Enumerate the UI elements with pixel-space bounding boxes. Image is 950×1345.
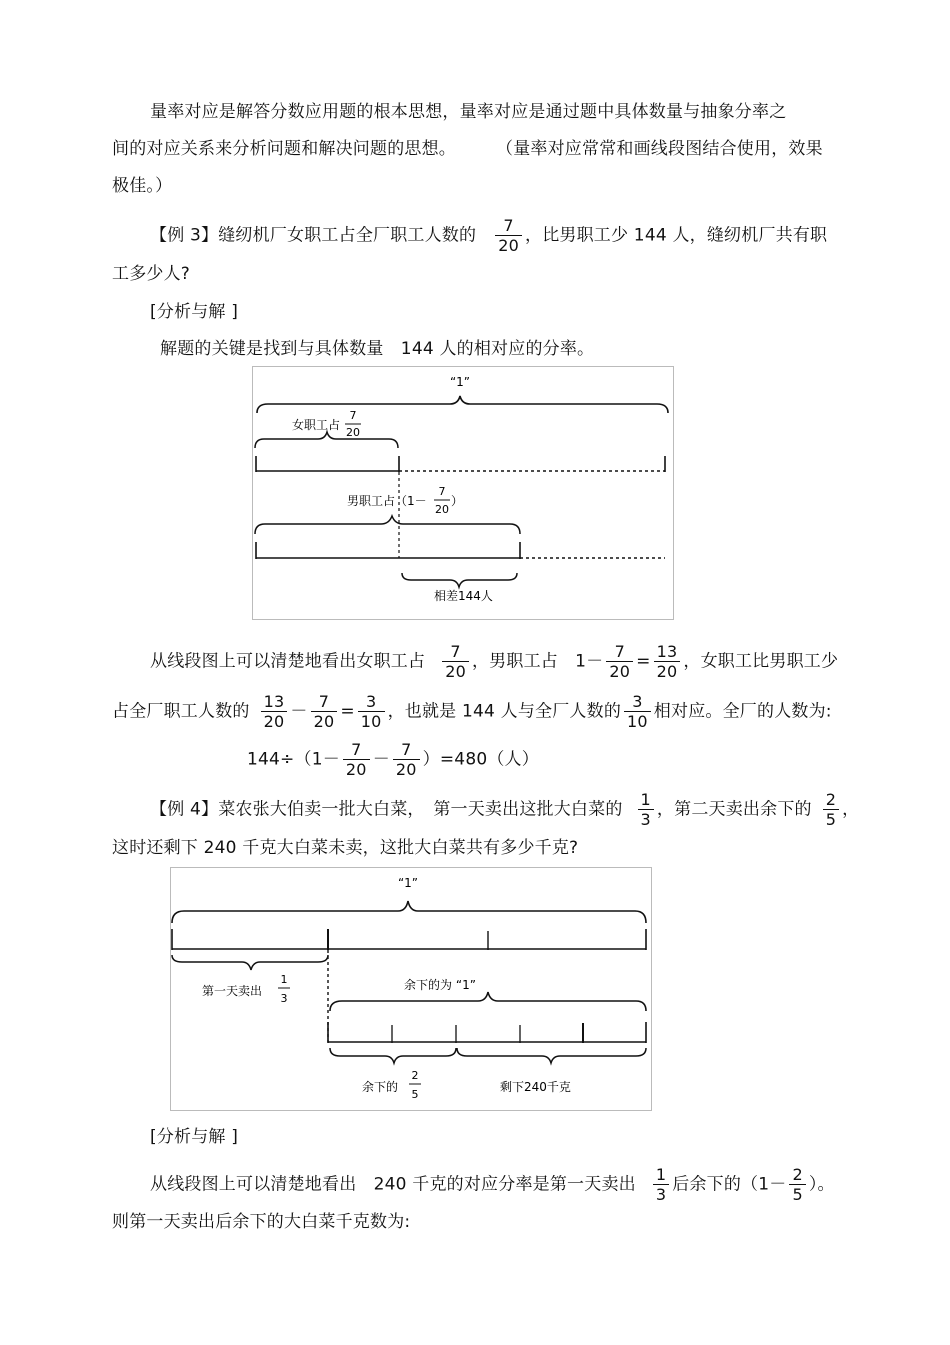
solution3-text-b: ，男职工占 1－: [471, 651, 604, 672]
solution4-text-c: ）。: [808, 1174, 835, 1195]
fraction-num: 2: [825, 790, 837, 809]
label-male-num: 7: [438, 485, 446, 498]
example3-analysis-heading: [分析与解 ]: [150, 302, 239, 322]
fraction-den: 20: [311, 711, 338, 731]
label-whole: “1”: [449, 375, 471, 389]
fraction-1-3: [638, 790, 654, 829]
fraction-den: 3: [653, 1184, 669, 1204]
label-day1-den: 3: [280, 992, 288, 1005]
solution4-line2: 则第一天卖出后余下的大白菜千克数为:: [112, 1212, 411, 1232]
fraction-den: 20: [393, 759, 420, 779]
solution3-line1: [150, 642, 838, 681]
label-female: 女职工占: [292, 418, 341, 432]
fraction-7-20-c: [311, 692, 338, 731]
example3-text-b: ，比男职工少 144 人，缝纫机厂共有职: [525, 225, 828, 246]
para1-line2: [112, 137, 823, 161]
fraction-num: 7: [318, 692, 330, 711]
fraction-7-20-e: [393, 740, 420, 779]
label-day1: 第一天卖出: [202, 984, 263, 998]
fraction-den: 10: [358, 711, 385, 731]
fraction-num: 13: [656, 642, 678, 661]
para1-line1: 量率对应是解答分数应用题的根本思想，量率对应是通过题中具体数量与抽象分率之: [150, 102, 787, 122]
fraction-num: 7: [450, 642, 461, 661]
fraction-den: 20: [343, 759, 370, 779]
label-diff: 相差144人: [434, 589, 493, 603]
label-male-close: ）: [451, 494, 464, 508]
fraction-den: 20: [495, 235, 522, 255]
fraction-num: 1: [655, 1165, 667, 1184]
fraction-7-20-d: [343, 740, 370, 779]
para1-line2b: （量率对应常常和画线段图结合使用，效果: [496, 139, 823, 159]
fraction-13-20-b: [261, 692, 288, 731]
fraction-num: 7: [351, 740, 362, 759]
label-female-num: 7: [349, 409, 357, 422]
fraction-den: 5: [789, 1184, 805, 1204]
label-remaining: 剩下240千克: [500, 1080, 571, 1094]
solution3-text-d: 占全厂职工人数的: [112, 701, 250, 722]
example3-key-idea: 解题的关键是找到与具体数量 144 人的相对应的分率。: [160, 339, 595, 359]
fraction-7-20: [495, 216, 522, 255]
example3-text-a: 【例 3】缝纫机厂女职工占全厂职工人数的: [150, 225, 477, 246]
fraction-1-3-b: [653, 1165, 669, 1204]
fraction-num: 2: [792, 1165, 803, 1184]
example4-text-c: ，: [842, 799, 860, 820]
label-day1-num: 1: [280, 973, 288, 986]
label-rest2-num: 2: [411, 1069, 419, 1082]
example3-question: [150, 216, 827, 255]
fraction-2-5: [823, 790, 839, 829]
example4-line2: 这时还剩下 240 千克大白菜未卖，这批大白菜共有多少千克?: [112, 838, 579, 858]
fraction-13-20: [654, 642, 681, 681]
fraction-den: 10: [624, 711, 651, 731]
line-segment-diagram-1: [252, 366, 674, 620]
fraction-num: 13: [263, 692, 285, 711]
solution4-line1: [150, 1165, 835, 1204]
label-rest2-den: 5: [411, 1088, 419, 1101]
equation-text-a: 144÷（1－: [247, 749, 340, 770]
example4-text-b: ，第二天卖出余下的: [656, 799, 812, 820]
fraction-num: 7: [401, 740, 412, 759]
label-male: 男职工占（1－: [347, 494, 427, 508]
fraction-3-10-b: [624, 692, 651, 731]
para1-line2a: 间的对应关系来分析问题和解决问题的思想。: [112, 139, 456, 159]
solution3-equation: [247, 740, 539, 779]
label-female-den: 20: [346, 426, 360, 439]
fraction-den: 20: [261, 711, 288, 731]
label-whole: “1”: [397, 876, 419, 890]
fraction-2-5-b: [789, 1165, 805, 1204]
fraction-7-20-b: [606, 642, 633, 681]
fraction-den: 5: [823, 809, 839, 829]
solution3-line2: [112, 692, 832, 731]
fraction-num: 7: [503, 216, 514, 235]
equation-text-b: ）=480（人）: [422, 749, 539, 770]
example4-text-a: 【例 4】菜农张大伯卖一批大白菜， 第一天卖出这批大白菜的: [150, 799, 623, 820]
fraction-den: 20: [606, 661, 633, 681]
fraction-num: 7: [614, 642, 625, 661]
solution3-text-c: ，女职工比男职工少: [683, 651, 839, 672]
fraction-num: 3: [632, 692, 643, 711]
label-rest-two-fifths: 余下的: [362, 1080, 399, 1094]
fraction-den: 3: [638, 809, 654, 829]
equals-sign: =: [636, 651, 651, 672]
fraction-3-10: [358, 692, 385, 731]
solution4-text-b: 后余下的（1－: [672, 1174, 787, 1195]
example4-question: [150, 790, 859, 829]
fraction-num: 1: [640, 790, 651, 809]
fraction-den: 20: [442, 661, 469, 681]
para1-line3: 极佳。）: [112, 176, 173, 196]
label-male-den: 20: [435, 503, 449, 516]
example3-line2: 工多少人?: [112, 264, 191, 284]
minus-sign: －: [290, 701, 308, 722]
label-rest: 余下的为 “1”: [404, 978, 476, 992]
fraction-num: 3: [365, 692, 377, 711]
line-segment-diagram-2: [170, 867, 652, 1111]
solution3-text-e: ，也就是 144 人与全厂人数的: [387, 701, 622, 722]
solution4-text-a: 从线段图上可以清楚地看出 240 千克的对应分率是第一天卖出: [150, 1174, 636, 1195]
solution3-text-f: 相对应。全厂的人数为:: [653, 701, 832, 722]
solution3-text-a: 从线段图上可以清楚地看出女职工占: [150, 651, 426, 672]
fraction-den: 20: [654, 661, 681, 681]
minus-sign: －: [372, 749, 390, 770]
equals-sign: =: [340, 701, 355, 722]
example4-analysis-heading: [分析与解 ]: [150, 1127, 239, 1147]
fraction-7-20-a: [442, 642, 469, 681]
